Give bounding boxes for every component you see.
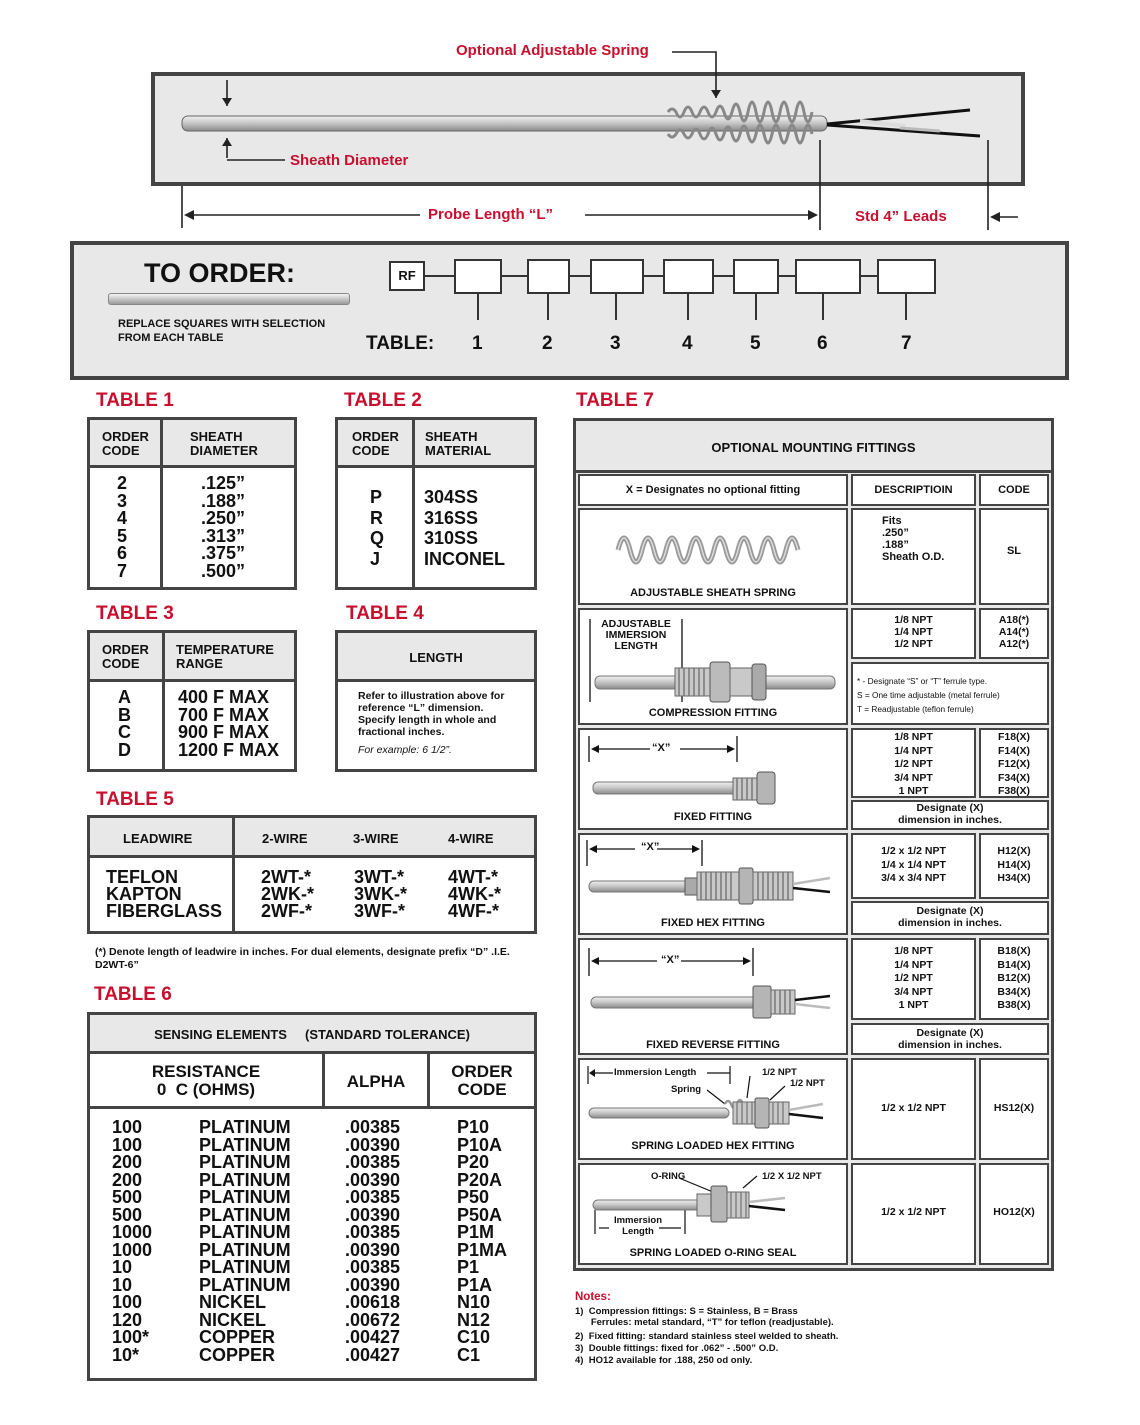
t6-resistance: 100 <box>112 1292 143 1312</box>
compression-fitting-icon <box>585 614 845 709</box>
probe-length-label: Probe Length “L” <box>428 206 553 223</box>
table5-header-4wire: 4-WIRE <box>448 831 494 846</box>
t6-alpha: .00385 <box>345 1222 401 1242</box>
t6-element: PLATINUM <box>199 1187 291 1207</box>
order-box-1[interactable] <box>454 259 502 294</box>
notes-line-5: 4) HO12 available for .188, 250 od only. <box>575 1355 753 1366</box>
order-number-1: 1 <box>472 333 483 354</box>
t6-resistance: 120 <box>112 1309 143 1330</box>
t7-oring-desc: 1/2 x 1/2 NPT <box>881 1206 946 1218</box>
t6-resistance: 200 <box>112 1169 143 1190</box>
spring-label: Optional Adjustable Spring <box>456 42 649 59</box>
table7-title: TABLE 7 <box>576 390 654 411</box>
t6-resistance: 100 <box>112 1117 143 1137</box>
table5-note: (*) Denote length of leadwire in inches. For dual elements, designate prefix “D” .I.E. D2WT-6” <box>95 946 510 971</box>
t6-resistance: 10* <box>112 1344 140 1365</box>
table5-cell: 2WK-* <box>261 884 314 904</box>
order-connectors <box>0 0 1140 400</box>
t6-resistance: 100* <box>112 1327 150 1347</box>
table6-header: SENSING ELEMENTS (STANDARD TOLERANCE) <box>154 1027 470 1042</box>
t7-reverse-code: B18(X) B14(X) B12(X) B34(X) B38(X) <box>997 945 1031 1011</box>
t6-element: NICKEL <box>199 1309 266 1330</box>
table3-codes: A B C D <box>118 687 131 760</box>
order-number-3: 3 <box>610 333 621 354</box>
order-box-6[interactable] <box>795 259 861 294</box>
t6-alpha: .00390 <box>345 1274 401 1295</box>
t6-alpha: .00385 <box>345 1152 401 1172</box>
t7-fixed-code: F18(X) F14(X) F12(X) F34(X) F38(X) <box>997 731 1031 797</box>
table2-col-divider <box>412 420 415 587</box>
t7-springhex-label: SPRING LOADED HEX FITTING <box>631 1140 795 1152</box>
table4-divider <box>338 679 534 682</box>
t7-fixed-note: Designate (X) dimension in inches. <box>898 802 1002 826</box>
order-prefix: RF <box>389 261 425 291</box>
t7-spring-code: SL <box>1006 545 1022 557</box>
t6-code: P10A <box>457 1134 503 1155</box>
t6-alpha: .00390 <box>345 1204 401 1225</box>
order-instruction: REPLACE SQUARES WITH SELECTION FROM EACH TABLE <box>118 318 326 344</box>
table3-col2-header: TEMPERATURE RANGE <box>176 642 274 671</box>
table3-col1-header: ORDER CODE <box>102 642 149 671</box>
table6-divider-1 <box>90 1051 534 1054</box>
t7-oring-label: SPRING LOADED O-RING SEAL <box>629 1247 797 1259</box>
t7-oring-dim-npt: 1/2 X 1/2 NPT <box>762 1171 822 1182</box>
table6-col3-header: ORDER CODE <box>451 1062 513 1099</box>
t6-code: P50 <box>457 1187 490 1207</box>
table5-cell: 2WF-* <box>261 901 312 921</box>
order-number-2: 2 <box>542 333 553 354</box>
t6-code: P20A <box>457 1169 503 1190</box>
table6-col2-header: ALPHA <box>346 1072 406 1091</box>
table5-divider <box>90 855 534 858</box>
order-table-label: TABLE: <box>366 333 435 354</box>
notes-line-3: 2) Fixed fitting: standard stainless steel welded to sheath. <box>575 1331 839 1342</box>
t6-resistance: 100 <box>112 1134 143 1155</box>
spring-icon <box>610 520 810 580</box>
t7-compression-dim: ADJUSTABLE IMMERSION LENGTH <box>601 618 671 652</box>
t7-compression-note: * - Designate “S” or “T” ferrule type. S = One time adjustable (metal ferrule) T = Readjustable (teflon ferrule) <box>857 676 1000 714</box>
table1-col2-header: SHEATH DIAMETER <box>190 429 258 458</box>
t6-alpha: .00385 <box>345 1117 401 1137</box>
t6-alpha: .00618 <box>345 1292 401 1312</box>
t6-code: P50A <box>457 1204 503 1225</box>
table4-header: LENGTH <box>409 650 463 665</box>
t6-element: PLATINUM <box>199 1239 291 1260</box>
t7-spring-label: ADJUSTABLE SHEATH SPRING <box>630 587 796 599</box>
t7-col1-header: X = Designates no optional fitting <box>625 484 801 496</box>
t6-resistance: 10 <box>112 1274 133 1295</box>
order-number-6: 6 <box>817 333 828 354</box>
table1-col-divider <box>160 420 163 587</box>
t6-code: P20 <box>457 1152 490 1172</box>
t7-oring-code: HO12(X) <box>993 1206 1035 1218</box>
table6-title: TABLE 6 <box>94 984 172 1005</box>
order-number-4: 4 <box>682 333 693 354</box>
table1-values: .125” .188” .250” .313” .375” .500” <box>201 473 246 581</box>
t7-springhex-code: HS12(X) <box>993 1102 1035 1114</box>
hex-fitting-icon <box>585 838 845 913</box>
notes-line-2: Ferrules: metal standard, “T” for teflon (readjustable). <box>575 1317 834 1328</box>
t7-compression-code: A18(*) A14(*) A12(*) <box>998 614 1030 650</box>
fixed-fitting-icon <box>585 734 845 809</box>
t6-alpha: .00385 <box>345 1187 401 1207</box>
table3-divider <box>90 679 294 682</box>
table3-values: 400 F MAX 700 F MAX 900 F MAX 1200 F MAX <box>178 687 280 760</box>
t7-springhex-dim-npt1: 1/2 NPT <box>762 1067 797 1078</box>
t6-resistance: 500 <box>112 1204 143 1225</box>
sheath-diameter-label: Sheath Diameter <box>290 152 409 169</box>
table5-cell: 4WK-* <box>448 884 501 904</box>
t7-reverse-note: Designate (X) dimension in inches. <box>898 1027 1002 1051</box>
t6-resistance: 10 <box>112 1257 133 1277</box>
t6-resistance: 1000 <box>112 1222 153 1242</box>
t7-fixed-dim: “X” <box>652 742 671 754</box>
t7-compression-label: COMPRESSION FITTING <box>648 707 778 719</box>
order-number-7: 7 <box>901 333 912 354</box>
t6-alpha: .00427 <box>345 1327 401 1347</box>
t7-springhex-dim-immersion: Immersion Length <box>614 1067 697 1078</box>
t6-code: C1 <box>457 1344 481 1365</box>
table1-col1-header: ORDER CODE <box>102 429 149 458</box>
t7-reverse-label: FIXED REVERSE FITTING <box>646 1039 780 1051</box>
table5-cell: 4WF-* <box>448 901 499 921</box>
table3-col-divider <box>162 633 165 769</box>
t6-alpha: .00385 <box>345 1257 401 1277</box>
t6-alpha: .00390 <box>345 1169 401 1190</box>
order-box-5[interactable] <box>733 259 779 294</box>
t6-element: PLATINUM <box>199 1222 291 1242</box>
t7-hex-label: FIXED HEX FITTING <box>661 917 765 929</box>
t6-element: PLATINUM <box>199 1204 291 1225</box>
t7-compression-desc: 1/8 NPT 1/4 NPT 1/2 NPT <box>894 614 933 650</box>
table5-row-kapton: KAPTON <box>106 884 182 904</box>
notes-title: Notes: <box>575 1291 611 1303</box>
table1-title: TABLE 1 <box>96 390 174 411</box>
t7-hex-desc: 1/2 x 1/2 NPT 1/4 x 1/4 NPT 3/4 x 3/4 NPT <box>881 845 946 884</box>
order-box-2[interactable] <box>527 259 570 294</box>
notes-line-1: 1) Compression fittings: S = Stainless, B = Brass <box>575 1306 798 1317</box>
table5-title: TABLE 5 <box>96 789 174 810</box>
table6-divider-2 <box>90 1106 534 1109</box>
reverse-fitting-icon <box>585 944 845 1029</box>
table7-header-divider <box>576 470 1051 473</box>
t6-code: P1A <box>457 1274 493 1295</box>
t6-code: P1MA <box>457 1239 508 1260</box>
t7-spring-desc: Fits .250” .188” Sheath O.D. <box>882 515 945 563</box>
table5-row-teflon: TEFLON <box>106 867 178 887</box>
table5-cell: 3WK-* <box>354 884 407 904</box>
t6-element: PLATINUM <box>199 1274 291 1295</box>
table2-col1-header: ORDER CODE <box>352 429 399 458</box>
t6-alpha: .00390 <box>345 1239 401 1260</box>
table1-divider <box>90 465 294 468</box>
t6-element: PLATINUM <box>199 1152 291 1172</box>
t7-hex-note: Designate (X) dimension in inches. <box>898 905 1002 929</box>
t7-hex-dim: “X” <box>641 841 660 853</box>
t7-reverse-dim: “X” <box>661 954 680 966</box>
t7-hex-code: H12(X) H14(X) H34(X) <box>997 845 1031 884</box>
table5-header-3wire: 3-WIRE <box>353 831 399 846</box>
t7-springhex-desc: 1/2 x 1/2 NPT <box>881 1102 946 1114</box>
table1-codes: 2 3 4 5 6 7 <box>117 473 128 581</box>
t7-col3-header: CODE <box>998 484 1030 496</box>
t6-alpha: .00390 <box>345 1134 401 1155</box>
t7-springhex-dim-npt2: 1/2 NPT <box>790 1078 825 1089</box>
t6-element: PLATINUM <box>199 1257 291 1277</box>
table4-text: Refer to illustration above for reference “L” dimension. Specify length in whole and fractional inches. <box>358 690 505 738</box>
t7-oring-dim-immersion: Immersion Length <box>613 1215 663 1237</box>
table2-values: 304SS 316SS 310SS INCONEL <box>424 487 505 569</box>
t6-element: PLATINUM <box>199 1169 291 1190</box>
t6-code: P1M <box>457 1222 495 1242</box>
table4-title: TABLE 4 <box>346 603 424 624</box>
t7-col2-header: DESCRIPTIOIN <box>874 484 953 496</box>
table2-codes: P R Q J <box>370 487 385 569</box>
leads-label: Std 4” Leads <box>855 208 947 225</box>
t6-code: C10 <box>457 1327 491 1347</box>
order-box-4[interactable] <box>663 259 714 294</box>
t6-element: NICKEL <box>199 1292 266 1312</box>
t6-code: N12 <box>457 1309 491 1330</box>
t7-fixed-label: FIXED FITTING <box>673 811 753 823</box>
order-box-3[interactable] <box>590 259 644 294</box>
table2-divider <box>338 465 534 468</box>
table7-header: OPTIONAL MOUNTING FITTINGS <box>711 440 916 455</box>
table5-header-leadwire: LEADWIRE <box>123 831 193 846</box>
t6-resistance: 500 <box>112 1187 143 1207</box>
t7-oring-dim-oring: O-RING <box>651 1171 686 1182</box>
order-title: TO ORDER: <box>144 258 296 288</box>
table4-example: For example: 6 1/2”. <box>358 744 452 756</box>
notes-line-4: 3) Double fittings: fixed for .062” - .500” O.D. <box>575 1343 779 1354</box>
table6-col1-header: RESISTANCE 0 C (OHMS) <box>151 1062 261 1099</box>
table5-row-fiberglass: FIBERGLASS <box>106 901 223 921</box>
t6-resistance: 1000 <box>112 1239 153 1260</box>
t6-element: PLATINUM <box>199 1117 291 1137</box>
t6-alpha: .00672 <box>345 1309 401 1330</box>
table5-cell: 3WT-* <box>354 867 405 887</box>
t7-fixed-desc: 1/8 NPT 1/4 NPT 1/2 NPT 3/4 NPT 1 NPT <box>894 731 933 797</box>
t6-element: COPPER <box>199 1344 276 1365</box>
t6-alpha: .00427 <box>345 1344 401 1365</box>
t6-code: N10 <box>457 1292 491 1312</box>
table5-header-2wire: 2-WIRE <box>262 831 308 846</box>
t6-code: P1 <box>457 1257 480 1277</box>
t6-element: PLATINUM <box>199 1134 291 1155</box>
order-box-7[interactable] <box>877 259 936 294</box>
t7-springhex-dim-spring: Spring <box>671 1084 702 1095</box>
table5-cell: 2WT-* <box>261 867 312 887</box>
table2-title: TABLE 2 <box>344 390 422 411</box>
t6-element: COPPER <box>199 1327 276 1347</box>
table2-col2-header: SHEATH MATERIAL <box>425 429 492 458</box>
table5-cell: 4WT-* <box>448 867 499 887</box>
order-number-5: 5 <box>750 333 761 354</box>
t6-resistance: 200 <box>112 1152 143 1172</box>
table3-title: TABLE 3 <box>96 603 174 624</box>
table5-col-divider <box>232 818 235 931</box>
t7-reverse-desc: 1/8 NPT 1/4 NPT 1/2 NPT 3/4 NPT 1 NPT <box>894 945 933 1011</box>
table5-cell: 3WF-* <box>354 901 405 921</box>
t6-code: P10 <box>457 1117 490 1137</box>
